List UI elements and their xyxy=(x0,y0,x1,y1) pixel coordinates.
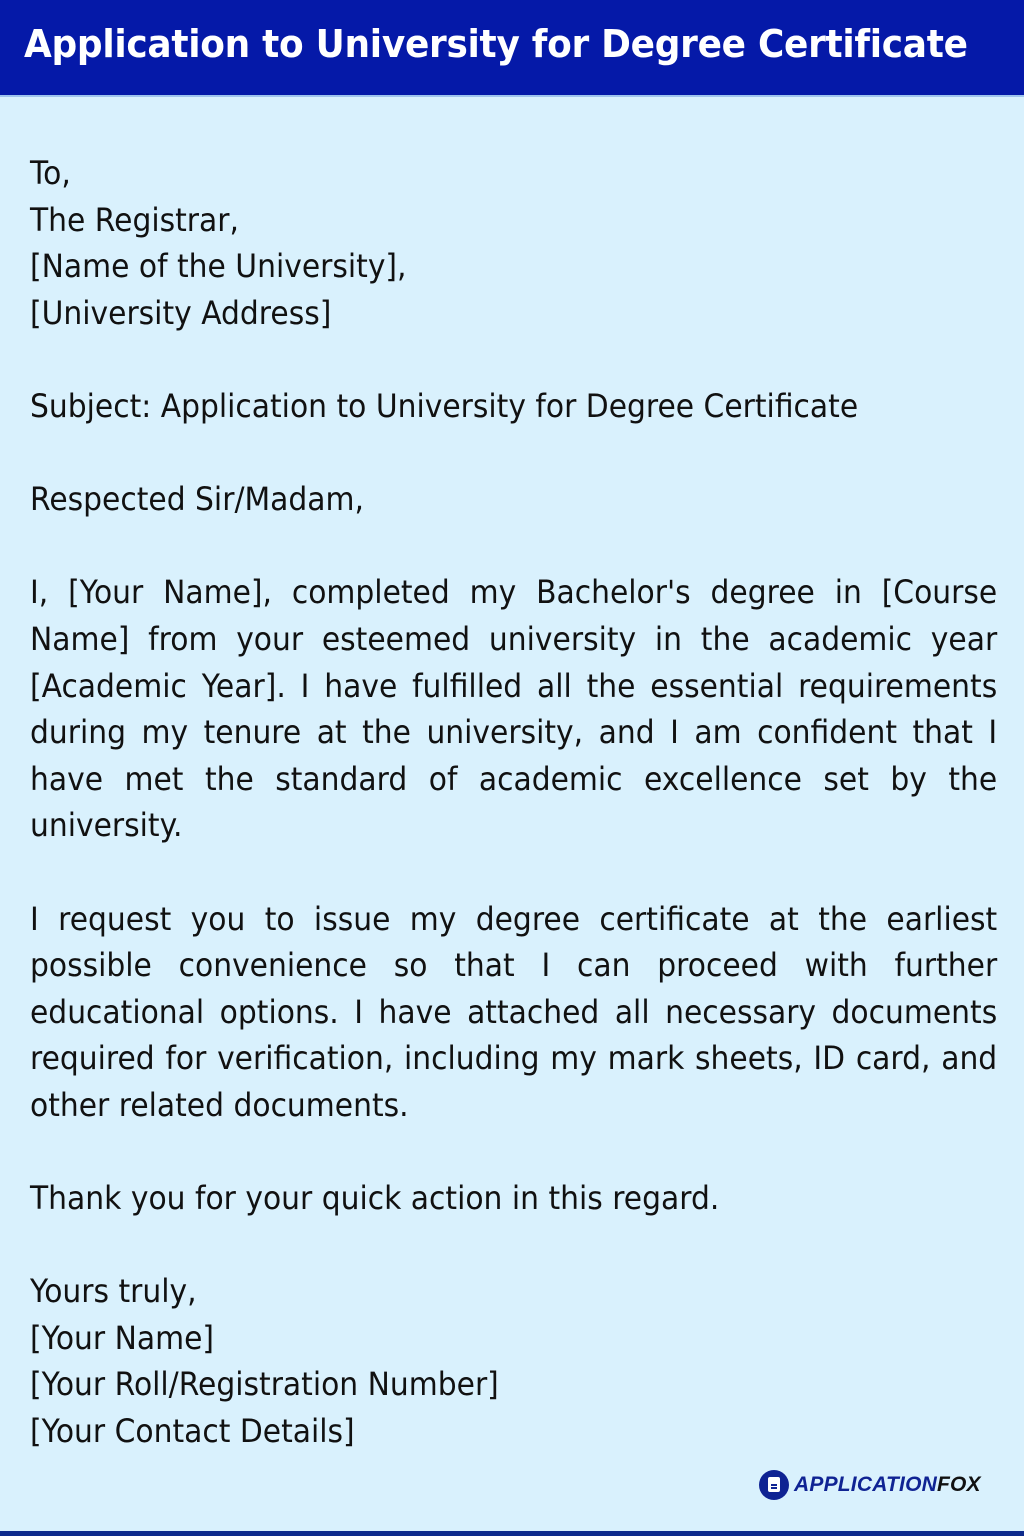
logo-text xyxy=(794,1473,981,1497)
thanks-line: Thank you for your quick action in this regard. xyxy=(30,1179,720,1218)
signature-line: [Your Roll/Registration Number] xyxy=(30,1365,499,1404)
logo-text-application: APPLICATION xyxy=(794,1473,937,1496)
applicationfox-logo xyxy=(759,1469,981,1501)
footer-bar xyxy=(0,1531,1024,1536)
address-line: To, xyxy=(30,154,71,192)
recipient-address xyxy=(30,150,997,336)
letter-body xyxy=(30,150,997,1455)
header-banner xyxy=(0,0,1024,97)
signature-line: [Your Name] xyxy=(30,1318,215,1357)
paragraph-1: I, [Your Name], completed my Bachelor's degree in [Course Name] from your esteemed university in the academic year [Academic Year]. I have fulfilled all the essential requirements during my tenure at the university, and I am confident that I have met the standard of academic excellence set by the university. xyxy=(30,573,998,845)
paragraph-2: I request you to issue my degree certificate at the earliest possible convenience so that I can proceed with further educational options. I have attached all necessary documents required for verification, including my mark sheets, ID card, and other related documents. xyxy=(30,899,998,1124)
closing: Yours truly, xyxy=(30,1272,197,1311)
address-line: [University Address] xyxy=(30,293,332,332)
address-line: The Registrar, xyxy=(30,200,239,239)
subject-line: Subject: Application to University for Degree Certificate xyxy=(30,386,859,425)
document-circle-icon xyxy=(759,1470,789,1500)
signature-line: [Your Contact Details] xyxy=(30,1412,355,1451)
signature-block xyxy=(30,1268,997,1454)
address-line: [Name of the University], xyxy=(30,247,407,286)
logo-text-fox: FOX xyxy=(936,1473,981,1496)
page-title: Application to University for Degree Certificate xyxy=(24,22,968,66)
salutation: Respected Sir/Madam, xyxy=(30,480,364,519)
